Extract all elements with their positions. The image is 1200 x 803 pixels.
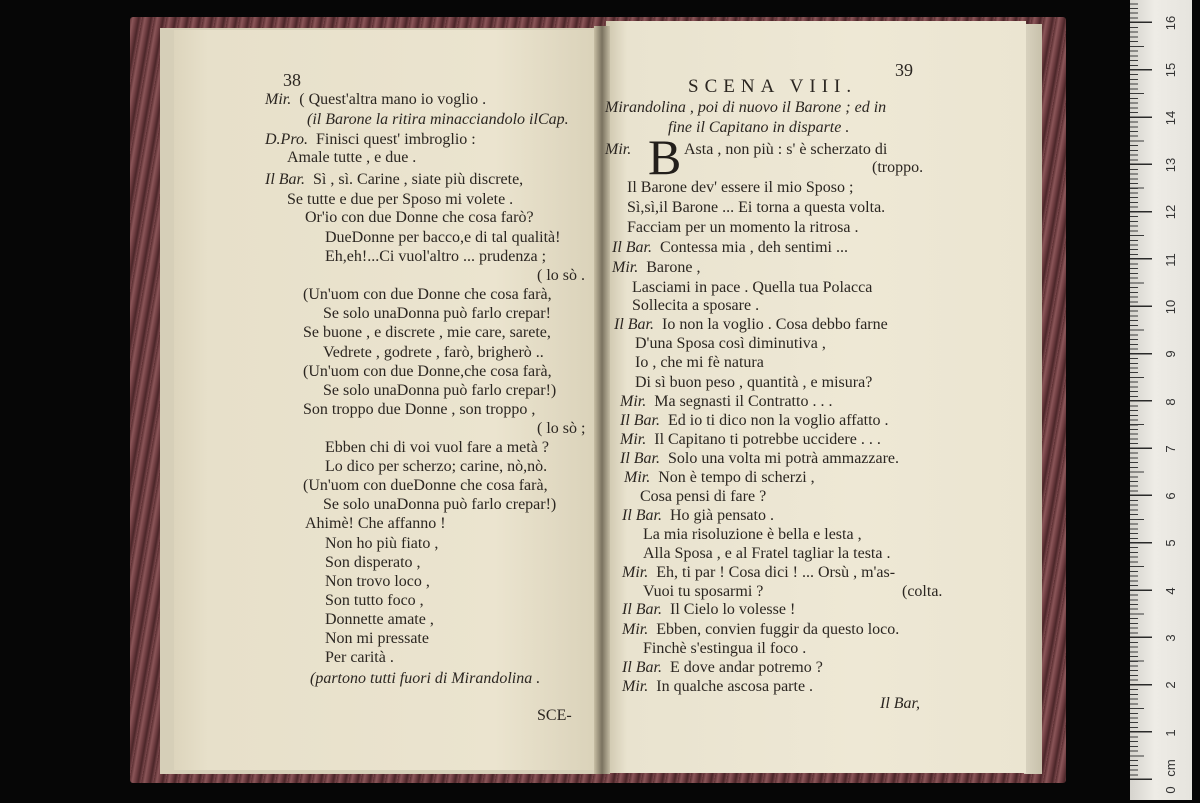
verse-line [622, 620, 899, 640]
ruler-number: 14 [1163, 110, 1178, 126]
catchword: SCE- [537, 707, 572, 724]
speaker-name: Mir. [265, 91, 292, 108]
verse-line: Son troppo due Donne , son troppo , [303, 401, 536, 418]
verse-line [620, 392, 832, 412]
verse-line [620, 430, 881, 450]
verse-line: (Un'uom con due Donne che cosa farà, [303, 286, 552, 303]
verse-line [614, 315, 888, 335]
verse-line: ( lo sò . [537, 267, 585, 284]
verse-line: Non trovo loco , [325, 573, 430, 590]
scene-direction: fine il Capitano in disparte . [668, 119, 850, 136]
right-page-edges [1024, 24, 1042, 774]
verse-line: Io , che mi fè natura [635, 354, 764, 371]
ruler-number: 7 [1163, 445, 1178, 453]
verse-line: Lasciami in pace . Quella tua Polacca [632, 279, 873, 296]
speaker-name: Il Bar. [265, 171, 305, 188]
scene-direction: Mirandolina , poi di nuovo il Barone ; ed in [605, 99, 887, 116]
line-text: Finisci quest' imbroglio : [315, 131, 476, 148]
verse-line: Non mi pressate [325, 630, 429, 647]
ruler-number: 12 [1163, 204, 1178, 220]
verse-line [622, 658, 823, 678]
verse-line: Or'io con due Donne che cosa farò? [305, 209, 534, 226]
scene-title: SCENA VIII. [688, 76, 858, 97]
ruler-number: 2 [1163, 681, 1178, 689]
measuring-ruler [1130, 0, 1192, 800]
verse-line [265, 130, 476, 150]
line-text: Solo una volta mi potrà ammazzare. [668, 450, 900, 467]
speaker-name: Il Bar. [622, 601, 662, 618]
line-text: Ma segnasti il Contratto . . . [654, 393, 833, 410]
ruler-number: 6 [1163, 492, 1178, 500]
verse-line: Di sì buon peso , quantità , e misura? [635, 374, 873, 391]
verse-line: Finchè s'estingua il foco . [643, 640, 807, 657]
verse-line: Amale tutte , e due . [287, 149, 417, 166]
line-text: Contessa mia , deh sentimi ... [660, 239, 848, 256]
verse-line: Il Barone dev' essere il mio Sposo ; [627, 179, 854, 196]
speaker-name: Il Bar. [614, 316, 654, 333]
verse-line: Sollecita a sposare . [632, 297, 760, 314]
verse-line [612, 238, 848, 258]
line-text: In qualche ascosa parte . [656, 678, 814, 695]
line-text: Il Cielo lo volesse ! [670, 601, 796, 618]
speaker-name: D.Pro. [265, 131, 308, 148]
line-text: ( Quest'altra mano io voglio . [299, 91, 487, 108]
verse-line: Vedrete , godrete , farò, brigherò .. [323, 344, 544, 361]
page-number: 39 [895, 60, 913, 80]
verse-line: La mia risoluzione è bella e lesta , [643, 526, 862, 543]
ruler-cm-ticks [1130, 0, 1152, 780]
speaker-name: Il Bar. [622, 659, 662, 676]
line-text: Io non la voglio . Cosa debbo farne [662, 316, 888, 333]
book-gutter [594, 26, 610, 774]
verse-line: Sì,sì,il Barone ... Ei torna a questa volta. [627, 199, 886, 216]
ruler-number: 8 [1163, 398, 1178, 406]
verse-line: (Un'uom con due Donne,che cosa farà, [303, 363, 552, 380]
drop-cap: B [648, 129, 682, 185]
verse-line [622, 677, 813, 697]
speaker-name: Mir. [620, 431, 647, 448]
verse-line: Donnette amate , [325, 611, 434, 628]
verse-line [612, 258, 700, 278]
verse-line [622, 600, 795, 620]
verse-line [624, 468, 815, 488]
verse-line: Se tutte e due per Sposo mi volete . [287, 191, 514, 208]
verse-line: Eh,eh!...Ci vuol'altro ... prudenza ; [325, 248, 547, 265]
ruler-number: 5 [1163, 539, 1178, 547]
ruler-number: 15 [1163, 62, 1178, 78]
verse-line [622, 506, 774, 526]
ruler-number: 9 [1163, 350, 1178, 358]
line-text: Sì , sì. Carine , siate più discrete, [313, 171, 524, 188]
ruler-number: 13 [1163, 157, 1178, 173]
speaker-name: Mir. [622, 564, 649, 581]
verse-line: Cosa pensi di fare ? [640, 488, 767, 505]
verse-line: D'una Sposa così diminutiva , [635, 335, 826, 352]
stage-direction: (partono tutti fuori di Mirandolina . [310, 670, 541, 687]
verse-line: (Un'uom con dueDonne che cosa farà, [303, 477, 548, 494]
speaker-name: Il Bar. [612, 239, 652, 256]
catchword: Il Bar, [880, 695, 920, 712]
ruler-number: 3 [1163, 634, 1178, 642]
verse-line [265, 170, 523, 190]
verse-line: Alla Sposa , e al Fratel tagliar la testa . [643, 545, 891, 562]
verse-line: ( lo sò ; [537, 420, 586, 437]
verse-line: Se buone , e discrete , mie care, sarete, [303, 324, 551, 341]
verse-line: Son tutto foco , [325, 592, 424, 609]
line-text: Eh, ti par ! Cosa dici ! ... Orsù , m'as- [656, 564, 896, 581]
speaker-name: Il Bar. [620, 412, 660, 429]
speaker-name: Mir. [622, 621, 649, 638]
verse-line: Lo dico per scherzo; carine, nò,nò. [325, 458, 548, 475]
verse-line: Se solo unaDonna può farlo crepar! [323, 305, 551, 322]
verse-line [620, 411, 889, 431]
line-text: Ho già pensato . [670, 507, 774, 524]
line-text: Barone , [646, 259, 701, 276]
ruler-number: 11 [1163, 253, 1178, 267]
speaker-name: Il Bar. [622, 507, 662, 524]
speaker-name: Mir. [624, 469, 651, 486]
ruler-number: 0 [1163, 786, 1178, 794]
page-number: 38 [283, 70, 301, 90]
line-text: Ed io ti dico non la voglio affatto . [668, 412, 889, 429]
verse-line: Facciam per un momento la ritrosa . [627, 219, 859, 236]
speaker-name: Mir. [620, 393, 647, 410]
verse-line: Asta , non più : s' è scherzato di [684, 141, 888, 158]
verse-line: Non ho più fiato , [325, 535, 439, 552]
verse-line [622, 563, 895, 583]
verse-line: Vuoi tu sposarmi ? [643, 583, 764, 600]
verse-line: Ahimè! Che affanno ! [305, 515, 446, 532]
line-text: Ebben, convien fuggir da questo loco. [656, 621, 900, 638]
line-text: E dove andar potremo ? [670, 659, 823, 676]
verse-line: (colta. [902, 583, 943, 600]
line-text: Il Capitano ti potrebbe uccidere . . . [654, 431, 881, 448]
verse-line: DueDonne per bacco,e di tal qualità! [325, 229, 561, 246]
ruler-unit: cm [1163, 759, 1178, 777]
verse-line: (troppo. [872, 159, 924, 176]
speaker-name: Il Bar. [620, 450, 660, 467]
speaker-name: Mir. [622, 678, 649, 695]
ruler-number: 16 [1163, 15, 1178, 31]
stage-direction: (il Barone la ritira minacciandolo ilCap. [307, 111, 569, 128]
verse-line: Se solo unaDonna può farlo crepar!) [323, 496, 557, 513]
verse-line [265, 90, 486, 110]
verse-line: Per carità . [325, 649, 394, 666]
ruler-number: 1 [1163, 729, 1178, 737]
ruler-number: 10 [1163, 299, 1178, 315]
speaker-name: Mir. [612, 259, 639, 276]
ruler-number: 4 [1163, 587, 1178, 595]
speaker-name: Mir. [605, 141, 632, 158]
verse-line: Ebben chi di voi vuol fare a metà ? [325, 439, 549, 456]
verse-line [620, 449, 899, 469]
verse-line: Se solo unaDonna può farlo crepar!) [323, 382, 557, 399]
verse-line: Son disperato , [325, 554, 421, 571]
line-text: Non è tempo di scherzi , [658, 469, 815, 486]
